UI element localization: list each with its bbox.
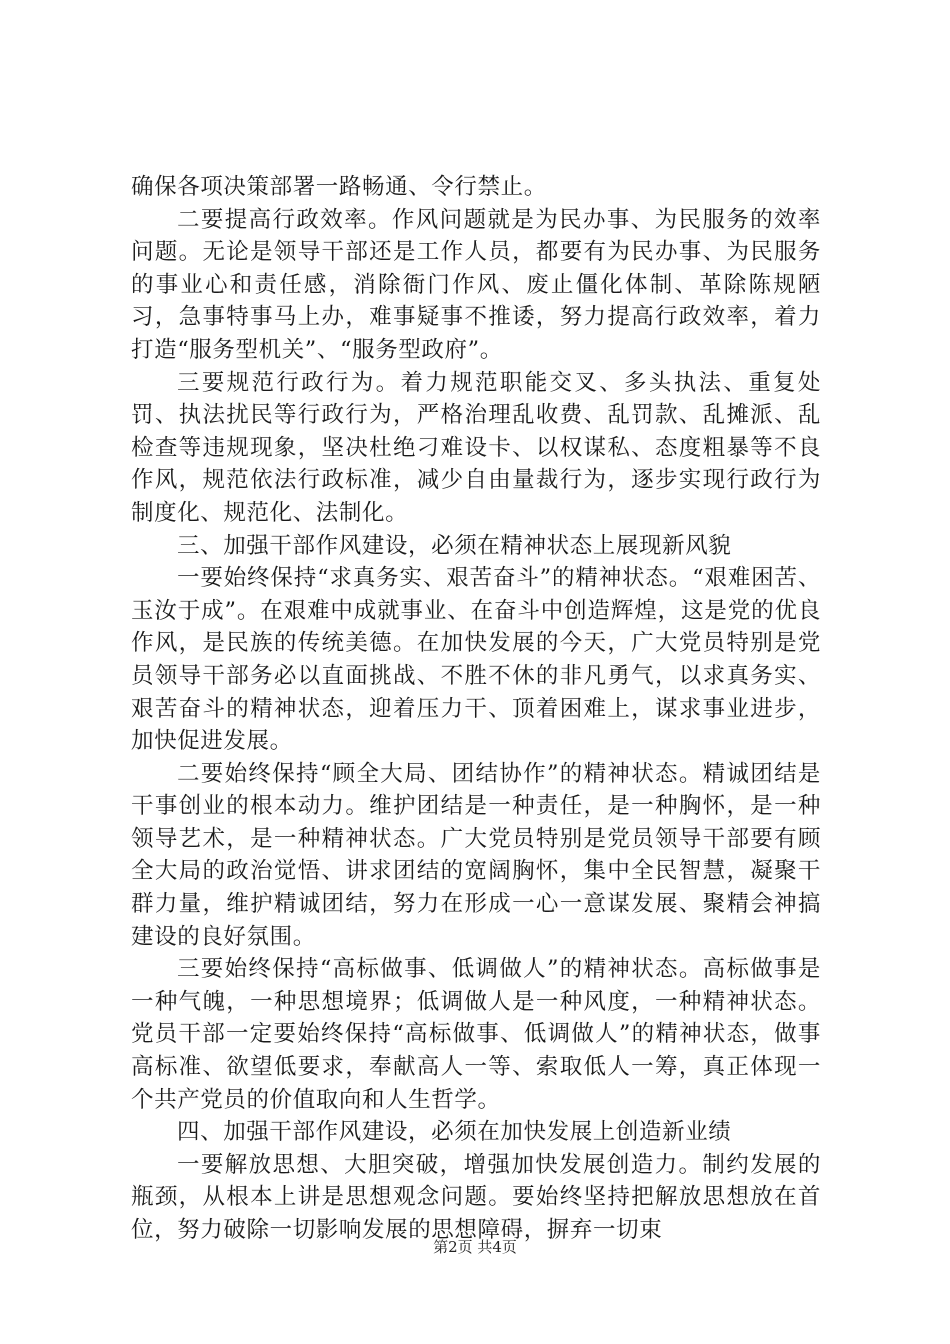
page-number-label: 第2页 共4页 (433, 1238, 517, 1256)
paragraph-6: 三要始终保持“高标做事、低调做人”的精神状态。高标做事是一种气魄，一种思想境界；低调做人是一种风度，一种精神状态。党员干部一定要始终保持“高标做事、低调做人”的精神状态，做事高标准、欲望低要求，奉献高人一等、索取低人一筹，真正体现一个共产党员的价值取向和人生哲学。 (131, 956, 821, 1113)
section-heading-3: 三、加强干部作风建设，必须在精神状态上展现新风貌 (177, 532, 732, 559)
paragraph-3: 三要规范行政行为。着力规范职能交叉、多头执法、重复处罚、执法扰民等行政行为，严格治理乱收费、乱罚款、乱摊派、乱检查等违规现象，坚决杜绝刁难设卡、以权谋私、态度粗暴等不良作风，规范依法行政标准，减少自由量裁行为，逐步实现行政行为制度化、规范化、法制化。 (131, 369, 821, 526)
paragraph-2: 二要提高行政效率。作风问题就是为民办事、为民服务的效率问题。无论是领导干部还是工作人员，都要有为民办事、为民服务的事业心和责任感，消除衙门作风、废止僵化体制、革除陈规陋习，急事特事马上办，难事疑事不推诿，努力提高行政效率，着力打造“服务型机关”、“服务型政府”。 (131, 206, 821, 363)
paragraph-1: 确保各项决策部署一路畅通、令行禁止。 (131, 174, 547, 200)
paragraph-5: 二要始终保持“顾全大局、团结协作”的精神状态。精诚团结是干事创业的根本动力。维护团结是一种责任，是一种胸怀，是一种领导艺术，是一种精神状态。广大党员特别是党员领导干部要有顾全大局的政治觉悟、讲求团结的宽阔胸怀，集中全民智慧，凝聚干群力量，维护精诚团结，努力在形成一心一意谋发展、聚精会神搞建设的良好氛围。 (131, 760, 821, 950)
document-body (131, 171, 821, 1247)
paragraph-7: 一要解放思想、大胆突破，增强加快发展创造力。制约发展的瓶颈，从根本上讲是思想观念问题。要始终坚持把解放思想放在首位，努力破除一切影响发展的思想障碍，摒弃一切束 (131, 1151, 821, 1243)
section-heading-4: 四、加强干部作风建设，必须在加快发展上创造新业绩 (177, 1119, 732, 1146)
page-footer (0, 1237, 950, 1257)
paragraph-4: 一要始终保持“求真务实、艰苦奋斗”的精神状态。“艰难困苦、玉汝于成”。在艰难中成就事业、在奋斗中创造辉煌，这是党的优良作风，是民族的传统美德。在加快发展的今天，广大党员特别是党员领导干部务必以直面挑战、不胜不休的非凡勇气，以求真务实、艰苦奋斗的精神状态，迎着压力干、顶着困难上，谋求事业进步，加快促进发展。 (131, 565, 821, 755)
